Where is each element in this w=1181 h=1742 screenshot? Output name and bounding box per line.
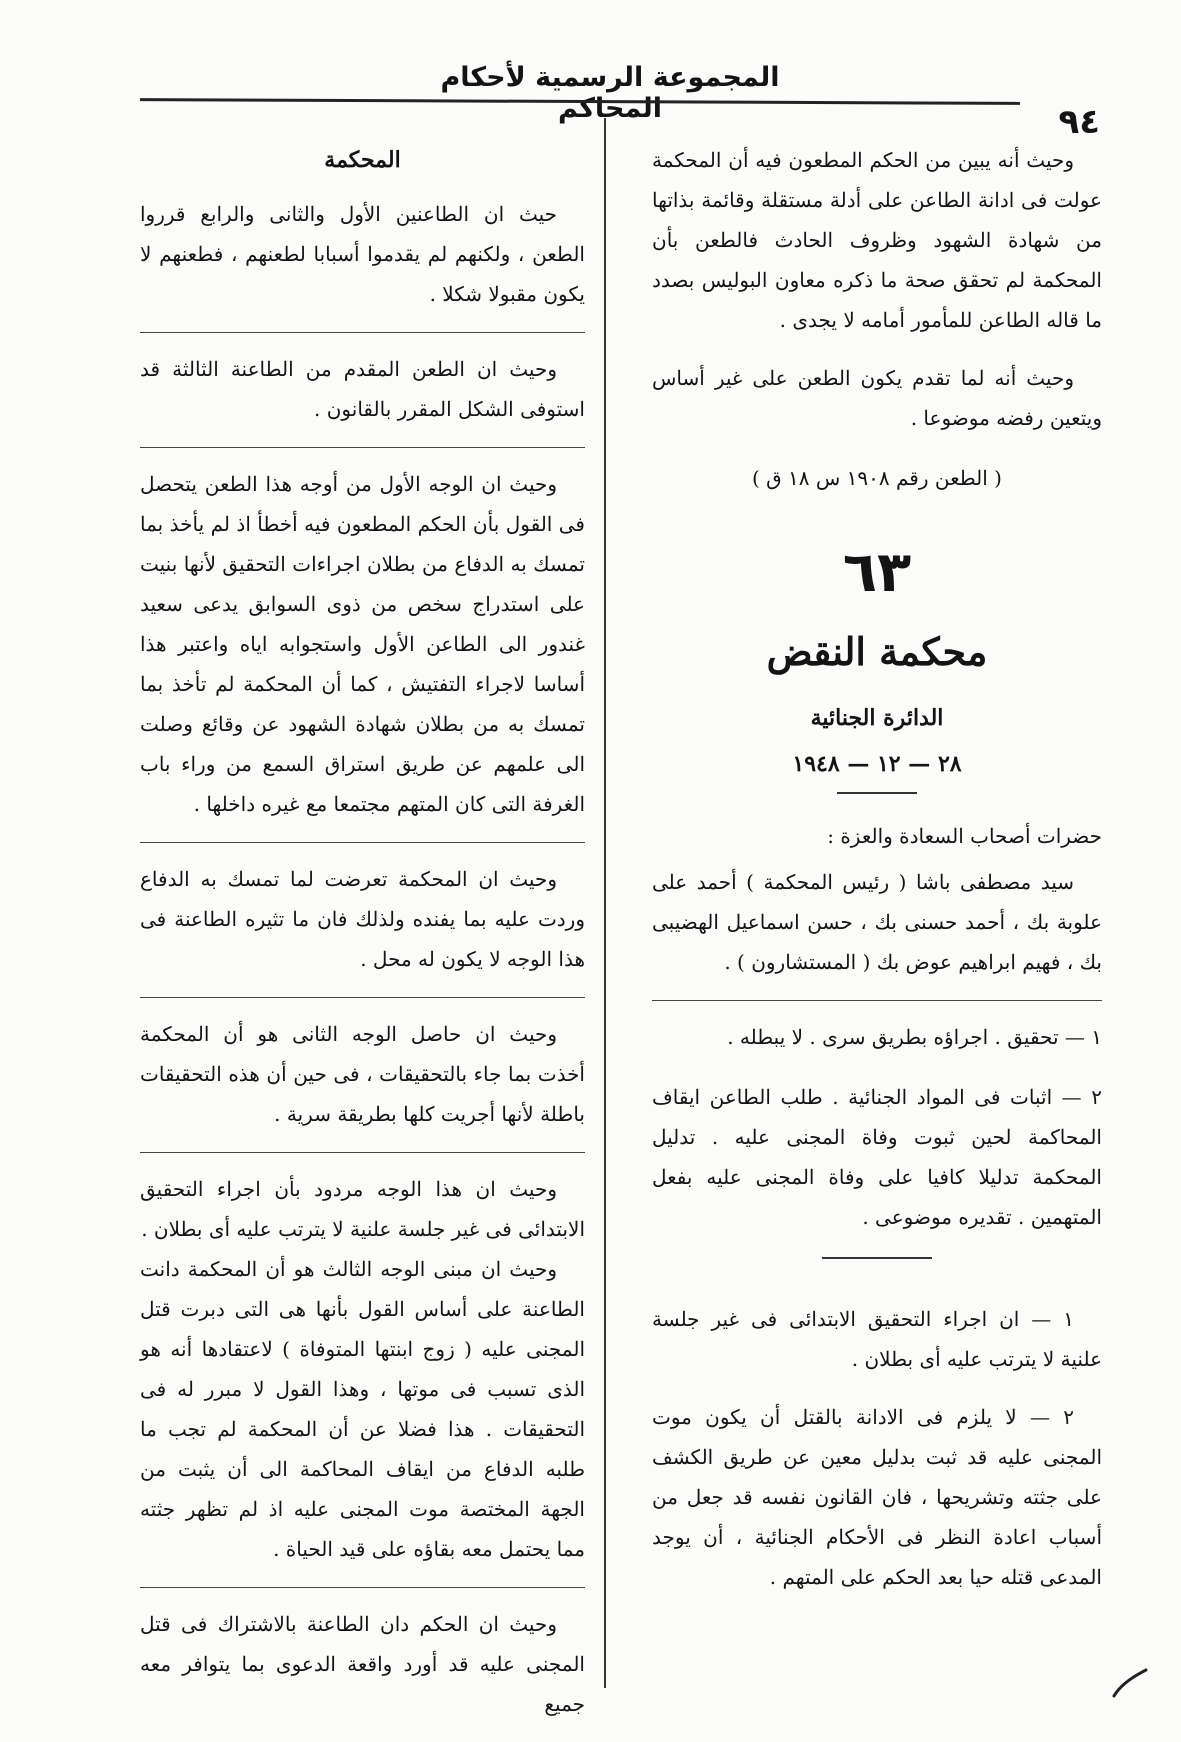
paragraph-divider [140,997,585,998]
paragraph: وحيث ان الطعن المقدم من الطاعنة الثالثة قد استوفى الشكل المقرر بالقانون . [140,357,585,421]
paragraph: وحيث ان الوجه الأول من أوجه هذا الطعن يتحصل فى القول بأن الحكم المطعون فيه أخطأ اذ لم يأخذ بما تمسك به الدفاع من بطلان اجراءات التحقيق لأنها بنيت على استدراج سخص من ذوى السوابق يدعى سعيد غندور الى الطاعن الأول واستجوابه اياه واعتبر هذا أساسا لاجراء التفتيش ، كما أن المحكمة لم تأخذ بما تمسك به من بطلان شهادة الشهود عن وقائع وصلت الى علمهم عن طريق استراق السمع من وراء باب الغرفة التى كان المتهم مجتمعا مع غيره داخلها . [140,472,585,816]
principle-item: ١ — ان اجراء التحقيق الابتدائى فى غير جلسة علنية لا يترتب عليه أى بطلان . [652,1307,1102,1371]
pen-mark-icon [1112,1668,1148,1698]
bench-members: سيد مصطفى باشا ( رئيس المحكمة ) أحمد على علوبة بك ، أحمد حسنى بك ، حسن اسماعيل الهضيبى بك ، فهيم ابراهيم عوض بك ( المستشارون ) . [652,870,1102,974]
judgment-date: ٢٨ — ١٢ — ١٩٤٨ [792,751,962,777]
section-heading: المحكمة [324,147,401,173]
paragraph: وحيث ان هذا الوجه مردود بأن اجراء التحقيق الابتدائى فى غير جلسة علنية لا يترتب عليه أى بطلان . [140,1177,585,1241]
paragraph: وحيث ان مبنى الوجه الثالث هو أن المحكمة دانت الطاعنة على أساس القول بأنها هى التى دبرت قتل المجنى عليه ( زوج ابنتها المتوفاة ) لاعتقادها أنه هو الذى تسبب فى موتها ، وهذا القول لا مبرر له فى التحقيقات . هذا فضلا عن أن المحكمة لم تجب ما طلبه الدفاع من ايقاف المحاكمة الى أن يثبت من الجهة المختصة موت المجنى عليه اذ لم تظهر جثته مما يحتمل معه بقاؤه على قيد الحياة . [140,1257,586,1561]
paragraph-divider [140,1152,585,1153]
paragraph: حيث ان الطاعنين الأول والثانى والرابع قرروا الطعن ، ولكنهم لم يقدموا أسبابا لطعنهم ، فطعنهم لا يكون مقبولا شكلا . [140,202,585,306]
section-divider [652,1000,1102,1001]
paragraph-divider [140,447,585,448]
paragraph: وحيث أنه يبين من الحكم المطعون فيه أن المحكمة عولت فى ادانة الطاعن على أدلة مستقلة وقائمة بذاتها من شهادة الشهود وظروف الحادث فالطعن بأن المحكمة لم تحقق صحة ما ذكره معاون البوليس بصدد ما قاله الطاعن للمأمور أمامه لا يجدى . [652,148,1102,332]
paragraph: وحيث ان حاصل الوجه الثانى هو أن المحكمة أخذت بما جاء بالتحقيقات ، فى حين أن هذه التحقيقات باطلة لأنها أجريت كلها بطريقة سرية . [140,1022,585,1126]
principle-item: ٢ — لا يلزم فى الادانة بالقتل أن يكون موت المجنى عليه قد ثبت بدليل معين عن طريق الكشف على جثته وتشريحها ، فان القانون نفسه قد جعل من أسباب اعادة النظر فى الأحكام الجنائية ، أن يوجد المدعى قتله حيا بعد الحكم على المتهم . [652,1405,1102,1589]
right-column [652,140,1102,1615]
summary-item: ١ — تحقيق . اجراؤه بطريق سرى . لا يبطله . [727,1025,1102,1049]
court-name: محكمة النقض [766,629,988,674]
paragraph: وحيث ان الحكم دان الطاعنة بالاشتراك فى قتل المجنى عليه قد أورد واقعة الدعوى بما يتوافر معه جميع [140,1612,585,1716]
bench-intro: حضرات أصحاب السعادة والعزة : [827,824,1102,848]
paragraph-divider [140,1587,585,1588]
paragraph: وحيث أنه لما تقدم يكون الطعن على غير أساس ويتعين رفضه موضوعا . [652,366,1102,430]
section-rule [822,1257,932,1259]
left-column [140,140,585,1742]
case-reference: ( الطعن رقم ١٩٠٨ س ١٨ ق ) [752,466,1002,490]
paragraph-divider [140,332,585,333]
section-rule [837,792,917,794]
case-number: ٦٣ [842,540,912,605]
chamber-name: الدائرة الجنائية [810,705,944,731]
publication-title: المجموعة الرسمية لأحكام المحاكم [440,62,780,124]
summary-item: ٢ — اثبات فى المواد الجنائية . طلب الطاعن ايقاف المحاكمة لحين ثبوت وفاة المجنى عليه . تدليل المحكمة تدليلا كافيا على وفاة المجنى عليه بفعل المتهمين . تقديره موضوعى . [652,1085,1102,1229]
page-number: ٩٤ [1058,102,1100,142]
paragraph: وحيث ان المحكمة تعرضت لما تمسك به الدفاع وردت عليه بما يفنده ولذلك فان ما تثيره الطاعنة فى هذا الوجه لا يكون له محل . [140,867,585,971]
column-divider [604,118,606,1688]
paragraph-divider [140,842,585,843]
